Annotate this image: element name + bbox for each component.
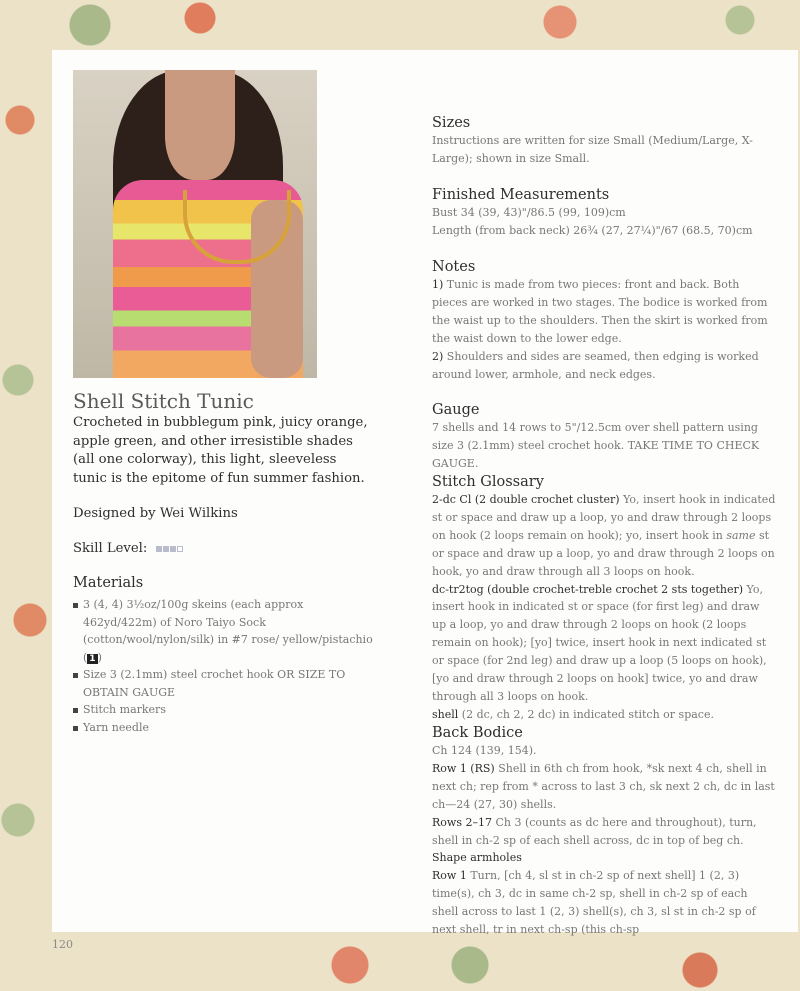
gauge-section — [432, 401, 777, 473]
subheading: Shape armholes — [432, 851, 522, 865]
glossary-entry: 2-dc Cl (2 double crochet cluster) Yo, insert hook in indicated st or space and draw up a loop, yo and draw through 2 loops on hook (2 loops remain on hook); yo, insert hook in same st or space and draw up a loop, yo and draw through 2 loops on hook, yo and draw through all 3 loops on hook. — [432, 493, 776, 578]
materials-heading: Materials — [73, 575, 144, 591]
materials-list — [73, 596, 378, 736]
bust-measurement: Bust 34 (39, 43)"/86.5 (99, 109)cm — [432, 206, 626, 219]
gauge-text: 7 shells and 14 rows to 5"/12.5cm over shell pattern using size 3 (2.1mm) steel crochet hook. TAKE TIME TO CHECK GAUGE. — [432, 421, 760, 470]
glossary-entry: shell (2 dc, ch 2, 2 dc) in indicated stitch or space. — [432, 707, 714, 721]
row-instruction: Rows 2–17 Ch 3 (counts as dc here and throughout), turn, shell in ch-2 sp of each shell across, dc in top of beg ch. — [432, 815, 757, 847]
gauge-heading: Gauge — [432, 402, 480, 418]
page-number: 120 — [52, 938, 73, 951]
list-item: 3 (4, 4) 3½oz/100g skeins (each approx 462yd/422m) of Noro Taiyo Sock (cotton/wool/nylon/silk) in #7 rose/ yellow/pistachio ( 1 ) — [73, 596, 378, 666]
row-instruction: Row 1 Turn, [ch 4, sl st in ch-2 sp of next shell] 1 (2, 3) time(s), ch 3, dc in same ch-2 sp, shell in ch-2 sp of each shell across to last 1 (2, 3) shell(s), ch 3, sl st in ch-2 sp of next shell, tr in next ch-sp (this ch-sp — [432, 869, 756, 937]
note-2: 2) Shoulders and sides are seamed, then edging is worked around lower, armhole, and neck edges. — [432, 349, 759, 381]
chain-instruction: Ch 124 (139, 154). — [432, 744, 537, 757]
note-1: 1) Tunic is made from two pieces: front and back. Both pieces are worked in two stages. The bodice is worked from the waist up to the shoulders. Then the skirt is worked from the waist down to the lower edge. — [432, 278, 768, 345]
list-item: Stitch markers — [73, 701, 378, 719]
back-bodice-section — [432, 724, 777, 939]
sizes-section — [432, 114, 777, 168]
designer-credit: Designed by Wei Wilkins — [73, 506, 238, 521]
sizes-text: Instructions are written for size Small (Medium/Large, X-Large); shown in size Small. — [432, 134, 753, 165]
yarn-weight-badge: 1 — [89, 653, 96, 664]
glossary-entry: dc-tr2tog (double crochet-treble crochet 2 sts together) Yo, insert hook in indicated st or space (for first leg) and draw up a loop, yo and draw through 2 loops on hook (2 loops remain on hook); [yo] twice, insert hook in next indicated st or space (for 2nd leg) and draw up a loop (5 loops on hook), [yo and draw through 2 loops on hook] twice, yo and draw through all 3 loops on hook. — [432, 582, 767, 703]
row-instruction: Row 1 (RS) Shell in 6th ch from hook, *sk next 4 ch, shell in next ch; rep from * across to last 3 ch, sk next 2 ch, dc in last ch—24 (27, 30) shells. — [432, 761, 775, 811]
sizes-heading: Sizes — [432, 115, 471, 131]
notes-heading: Notes — [432, 259, 476, 275]
list-item: Yarn needle — [73, 719, 378, 737]
skill-label: Skill Level: — [73, 541, 148, 556]
glossary-section — [432, 473, 777, 724]
measurements-heading: Finished Measurements — [432, 187, 610, 203]
list-item: Size 3 (2.1mm) steel crochet hook OR SIZE TO OBTAIN GAUGE — [73, 666, 378, 701]
length-measurement: Length (from back neck) 26¾ (27, 27¼)"/67 (68.5, 70)cm — [432, 223, 753, 237]
measurements-section — [432, 186, 777, 240]
notes-section — [432, 258, 777, 383]
skill-level-boxes — [156, 541, 184, 556]
intro-text: Crocheted in bubblegum pink, juicy orange, apple green, and other irresistible shades (all one colorway), this light, sleeveless tunic is the epitome of fun summer fashion. — [73, 415, 368, 486]
glossary-heading: Stitch Glossary — [432, 474, 544, 490]
pattern-title: Shell Stitch Tunic — [73, 389, 254, 413]
back-bodice-heading: Back Bodice — [432, 725, 523, 741]
tunic-photo — [73, 70, 317, 378]
skill-level — [73, 541, 184, 556]
